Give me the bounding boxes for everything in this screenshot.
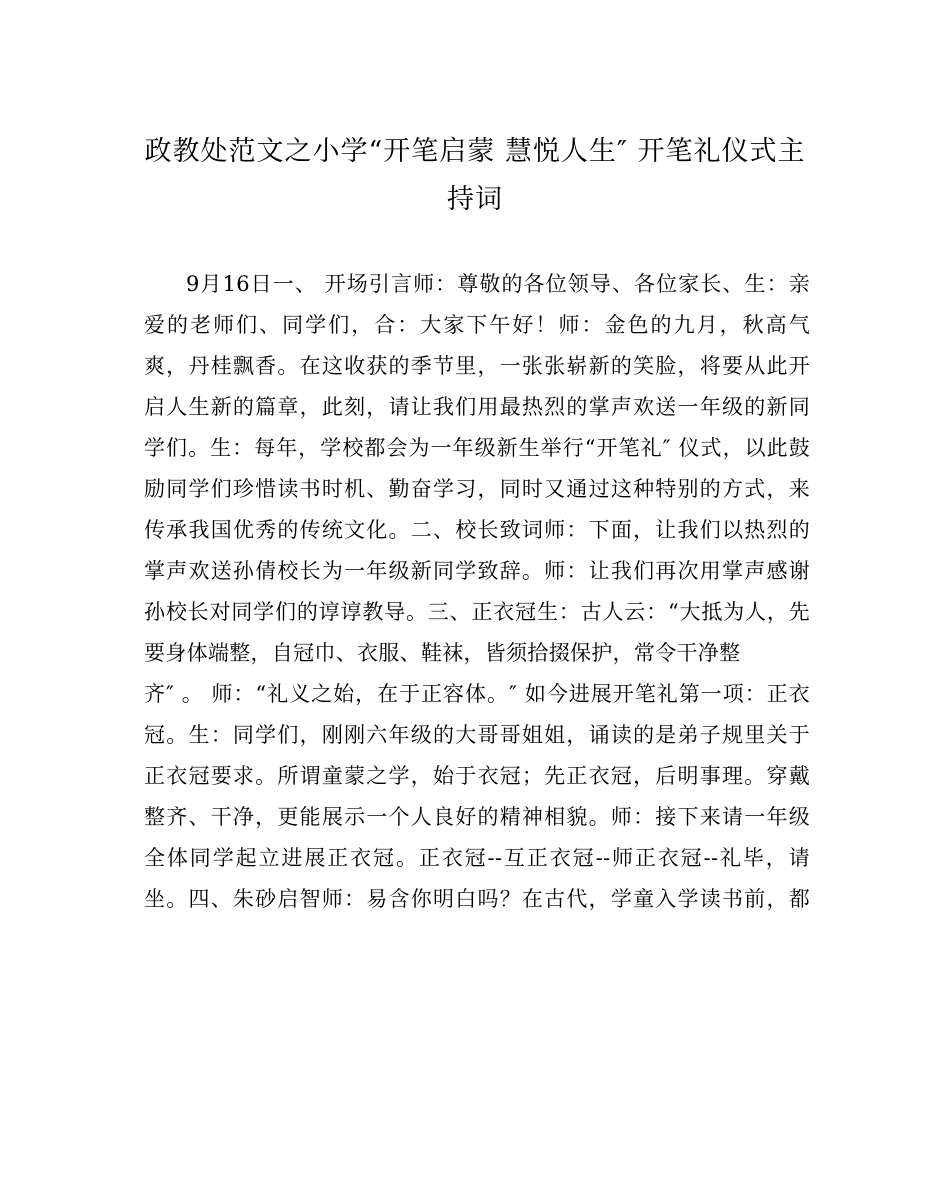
body-line: 整齐、干净，更能展示一个人良好的精神相貌。师：接下来请一年级 (144, 805, 810, 829)
document-title (120, 128, 830, 224)
body-line: 要身体端整，自冠巾、衣服、鞋袜，皆须拾掇保护，常令干净整 (144, 641, 741, 665)
body-line: 齐″ 。 师：“礼义之始，在于正容体。″ 如今进展开笔礼第一项：正衣 (144, 682, 810, 706)
body-line: 冠。生：同学们，刚刚六年级的大哥哥姐姐，诵读的是弟子规里关于 (144, 723, 810, 747)
body-line: 9月16日一、 开场引言师：尊敬的各位领导、各位家长、生：亲 (186, 272, 810, 296)
body-line: 正衣冠要求。所谓童蒙之学，始于衣冠；先正衣冠，后明事理。穿戴 (144, 764, 810, 788)
body-line: 掌声欢送孙倩校长为一年级新同学致辞。师：让我们再次用掌声感谢 (144, 559, 810, 583)
title-line-2: 持词 (447, 184, 503, 215)
body-line: 孙校长对同学们的谆谆教导。三、正衣冠生：古人云：“大抵为人，先 (144, 600, 810, 624)
body-line: 学们。生：每年，学校都会为一年级新生举行“开笔礼″ 仪式，以此鼓 (144, 436, 810, 460)
document-body (144, 264, 810, 920)
body-line: 全体同学起立进展正衣冠。正衣冠--互正衣冠--师正衣冠--礼毕，请 (144, 846, 810, 870)
body-line: 励同学们珍惜读书时机、勤奋学习，同时又通过这种特别的方式，来 (144, 477, 810, 501)
body-line: 启人生新的篇章，此刻，请让我们用最热烈的掌声欢送一年级的新同 (144, 395, 810, 419)
body-line: 爽，丹桂飘香。在这收获的季节里，一张张崭新的笑脸，将要从此开 (144, 354, 810, 378)
body-line: 坐。四、朱砂启智师：易含你明白吗？在古代，学童入学读书前，都 (144, 887, 810, 911)
body-line: 爱的老师们、同学们，合：大家下午好！师：金色的九月，秋高气 (144, 313, 810, 337)
body-line: 传承我国优秀的传统文化。二、校长致词师：下面，让我们以热烈的 (144, 518, 810, 542)
title-line-1: 政教处范文之小学“开笔启蒙 慧悦人生″ 开笔礼仪式主 (144, 136, 806, 167)
